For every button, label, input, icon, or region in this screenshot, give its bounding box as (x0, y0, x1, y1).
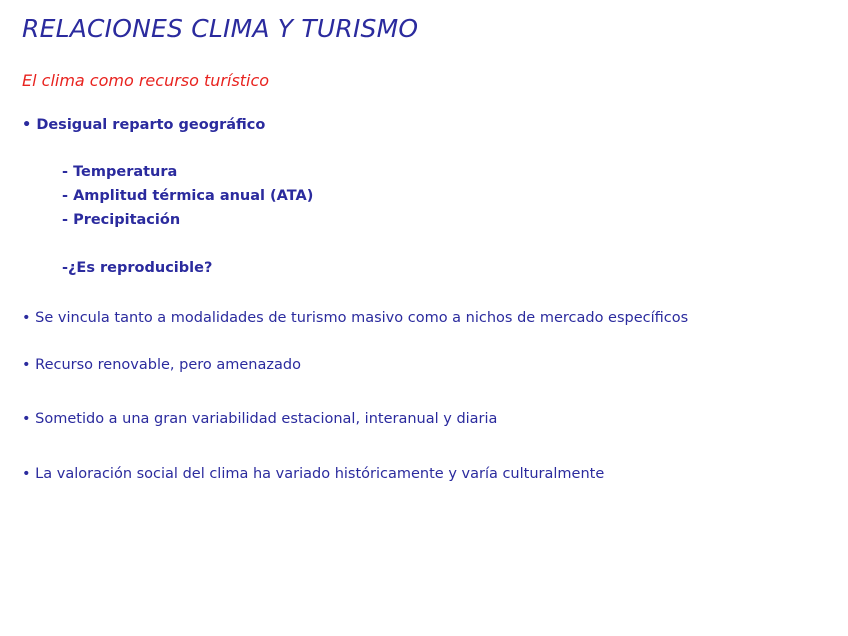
subitem-precipitacion: - Precipitación (62, 212, 181, 228)
subitem-amplitud-termica: - Amplitud térmica anual (ATA) (62, 188, 314, 204)
bullet-recurso-renovable: • Recurso renovable, pero amenazado (22, 357, 301, 373)
slide-subtitle: El clima como recurso turístico (22, 71, 270, 90)
slide-title: RELACIONES CLIMA Y TURISMO (22, 14, 419, 43)
subitem-temperatura: - Temperatura (62, 164, 178, 180)
bullet-variabilidad: • Sometido a una gran variabilidad estacional, interanual y diaria (22, 411, 498, 427)
bullet-desigual-reparto: • Desigual reparto geográfico (22, 117, 266, 133)
subitem-reproducible: -¿Es reproducible? (62, 260, 213, 276)
bullet-modalidades-turismo: • Se vincula tanto a modalidades de turismo masivo como a nichos de mercado específicos (22, 310, 689, 326)
bullet-valoracion-social: • La valoración social del clima ha variado históricamente y varía culturalmente (22, 466, 605, 482)
